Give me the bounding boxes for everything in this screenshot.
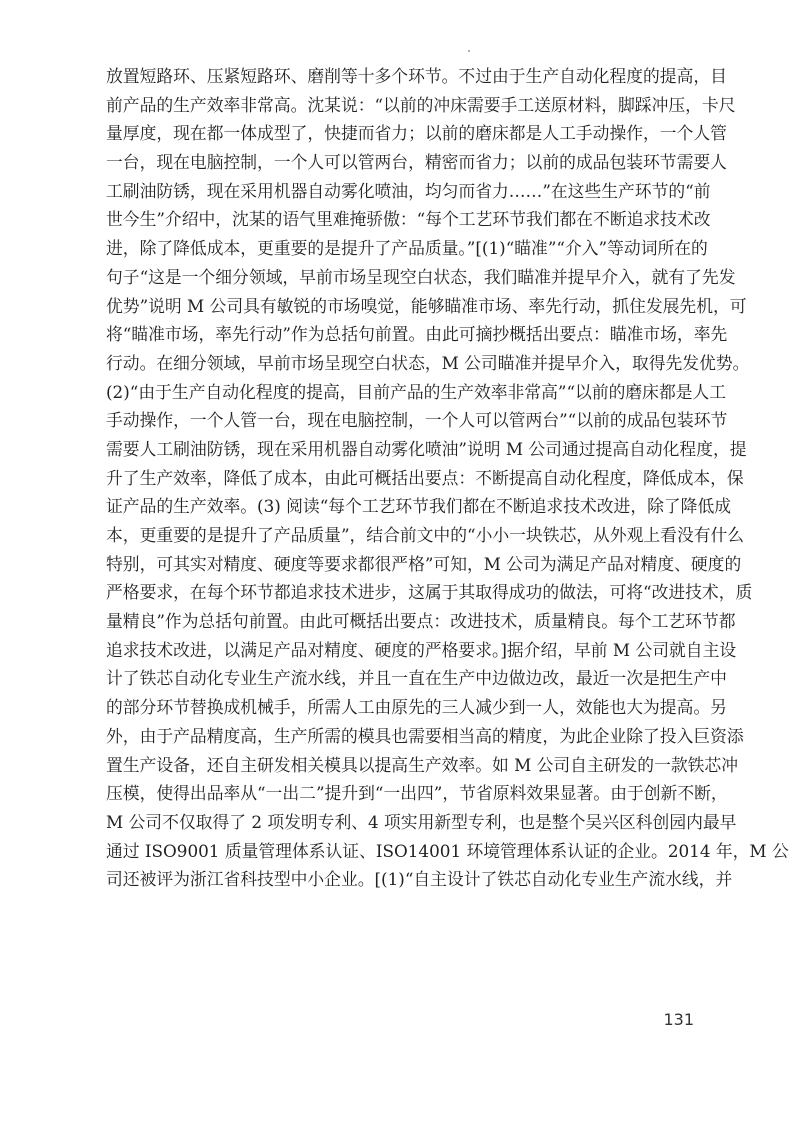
text-line: 证产品的生产效率。(3) 阅读“每个工艺环节我们都在不断追求技术改进，除了降低成	[106, 496, 732, 517]
text-line: 通过 ISO9001 质量管理体系认证、ISO14001 环境管理体系认证的企业。2014 年，M 公	[106, 840, 789, 861]
text-line: 置生产设备，还自主研发相关模具以提高生产效率。如 M 公司自主研发的一款铁芯冲	[106, 754, 738, 775]
text-line: 计了铁芯自动化专业生产流水线，并且一直在生产中边做边改，最近一次是把生产中	[106, 668, 727, 689]
text-line: 外，由于产品精度高，生产所需的模具也需要相当高的精度，为此企业除了投入巨资添	[106, 725, 744, 746]
text-line: 追求技术改进，以满足产品对精度、硬度的严格要求。]据介绍，早前 M 公司就自主设	[106, 639, 737, 660]
text-line: 量精良”作为总括句前置。由此可概括出要点：改进技术，质量精良。每个工艺环节都	[106, 611, 736, 632]
document-body	[106, 62, 789, 894]
text-line: 升了生产效率，降低了成本，由此可概括出要点：不断提高自动化程度，降低成本，保	[106, 467, 744, 488]
text-line: 将“瞄准市场，率先行动”作为总括句前置。由此可摘抄概括出要点：瞄准市场，率先	[106, 324, 728, 345]
text-line: 量厚度，现在都一体成型了，快捷而省力；以前的磨床都是人工手动操作，一个人管	[106, 123, 727, 144]
text-line: M 公司不仅取得了 2 项发明专利、4 项实用新型专利，也是整个吴兴区科创园内最早	[106, 811, 737, 832]
text-line: 压模，使得出品率从“一出二”提升到“一出四”，节省原料效果显著。由于创新不断，	[106, 783, 728, 804]
text-line: 特别，可其实对精度、硬度等要求都很严格”可知，M 公司为满足产品对精度、硬度的	[106, 553, 742, 574]
text-line: 世今生”介绍中，沈某的语气里难掩骄傲：“每个工艺环节我们都在不断追求技术改	[106, 209, 711, 230]
text-line: 进，除了降低成本，更重要的是提升了产品质量。”[(1)“瞄准”“介入”等动词所在的	[106, 238, 708, 259]
text-line: 严格要求，在每个环节都追求技术进步，这属于其取得成功的做法，可将“改进技术，质	[106, 582, 753, 603]
text-line: 放置短路环、压紧短路环、磨削等十多个环节。不过由于生产自动化程度的提高，目	[106, 66, 727, 86]
text-line: 的部分环节替换成机械手，所需人工由原先的三人减少到一人，效能也大为提高。另	[106, 697, 727, 718]
text-line: 行动。在细分领域，早前市场呈现空白状态，M 公司瞄准并提早介入，取得先发优势。	[106, 352, 750, 373]
text-line: 手动操作，一个人管一台，现在电脑控制，一个人可以管两台”“以前的成品包装环节	[106, 410, 728, 431]
text-line: 一台，现在电脑控制，一个人可以管两台，精密而省力；以前的成品包装环节需要人	[106, 152, 727, 173]
text-line: 需要人工刷油防锈，现在采用机器自动雾化喷油”说明 M 公司通过提高自动化程度，提	[106, 438, 747, 459]
page-number: 131	[663, 1010, 694, 1029]
text-line: 前产品的生产效率非常高。沈某说：“以前的冲床需要手工送原材料，脚踩冲压，卡尺	[106, 94, 736, 115]
text-line: 司还被评为浙江省科技型中小企业。[(1)“自主设计了铁芯自动化专业生产流水线，并	[106, 869, 733, 890]
text-line: 句子“这是一个细分领域，早前市场呈现空白状态，我们瞄准并提早介入，就有了先发	[106, 266, 736, 287]
text-line: 优势”说明 M 公司具有敏锐的市场嗅觉，能够瞄准市场、率先行动，抓住发展先机，可	[106, 295, 747, 316]
text-line: (2)“由于生产自动化程度的提高，目前产品的生产效率非常高”“以前的磨床都是人工	[106, 381, 727, 402]
scan-speck	[468, 50, 470, 52]
text-line: 工刷油防锈，现在采用机器自动雾化喷油，均匀而省力……”在这些生产环节的“前	[106, 180, 711, 201]
text-line: 本，更重要的是提升了产品质量”，结合前文中的“小小一块铁芯，从外观上看没有什么	[106, 525, 745, 545]
